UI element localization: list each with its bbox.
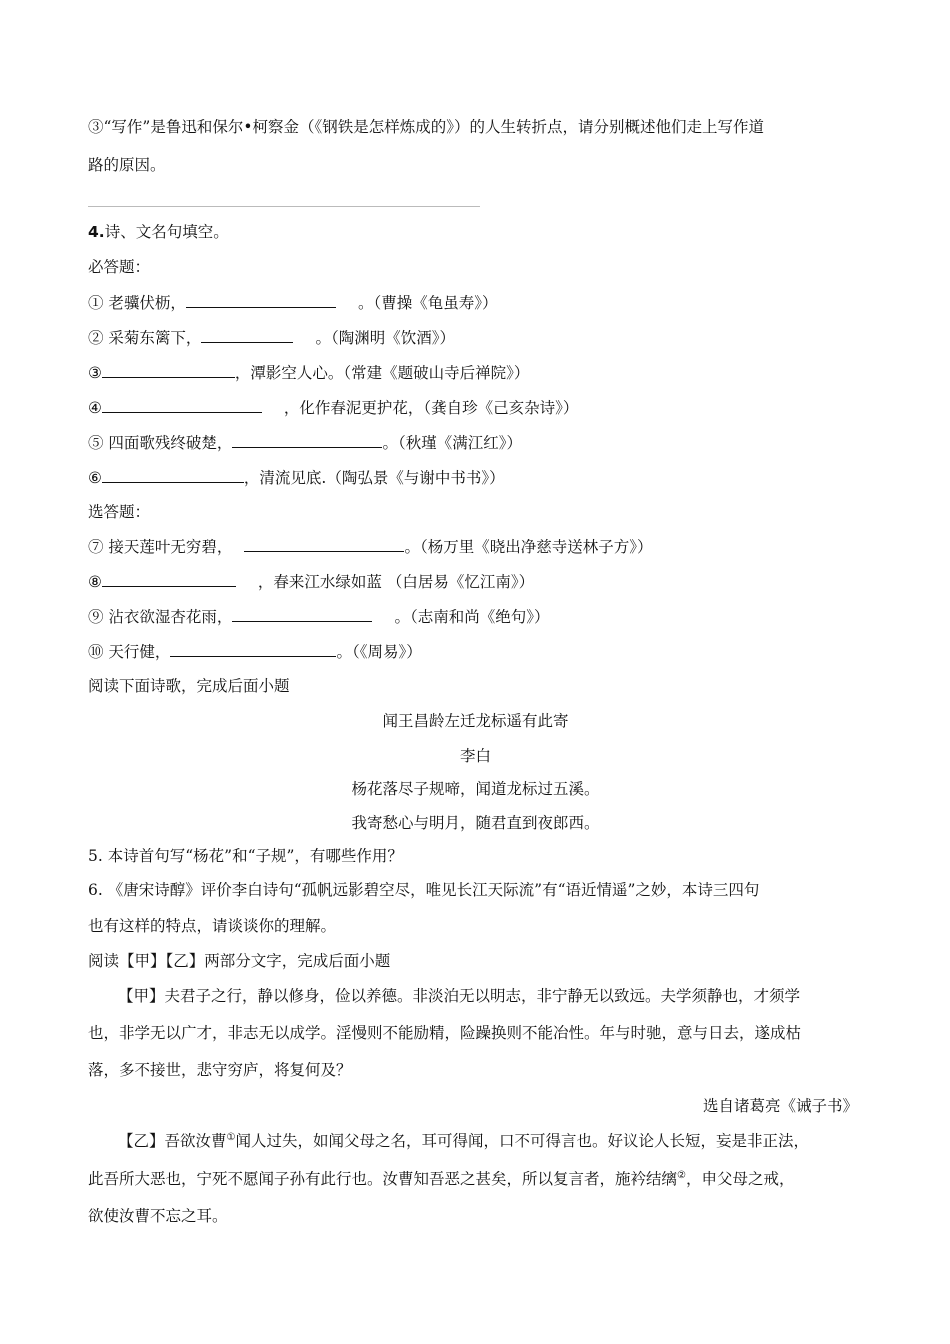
- yi-line: [118, 1131, 809, 1151]
- fill-item-post: 。（志南和尚《绝句》）: [394, 608, 550, 626]
- fill-item-pre: ⑥: [88, 469, 102, 487]
- answer-blank[interactable]: [244, 536, 404, 552]
- fill-item: [88, 467, 505, 488]
- fill-item-post: 。（秋瑾《满江红》）: [382, 434, 522, 452]
- answer-blank[interactable]: [102, 571, 236, 587]
- fill-item-pre: ⑦ 接天莲叶无穷碧，: [88, 538, 233, 556]
- fill-item: [88, 432, 522, 453]
- yi-text: 此吾所大恶也，宁死不愿闻子孙有此行也。汝曹知吾恶之甚矣，所以复言者，施衿结缡: [88, 1170, 678, 1188]
- answer-blank[interactable]: [102, 397, 262, 413]
- optional-label: 选答题：: [88, 503, 151, 521]
- fill-item: [88, 292, 497, 313]
- footnote-marker: ②: [677, 1169, 686, 1181]
- footnote-marker: ①: [226, 1131, 236, 1143]
- fill-item: [88, 327, 455, 348]
- answer-blank[interactable]: [232, 606, 372, 622]
- required-label: 必答题：: [88, 258, 151, 276]
- answer-blank[interactable]: [232, 432, 382, 448]
- jia-line: 【甲】夫君子之行，静以修身，俭以养德。非淡泊无以明志，非宁静无以致远。夫学须静也，才须学: [118, 987, 801, 1005]
- answer-line: [88, 206, 480, 207]
- fill-item-pre: ⑧: [88, 573, 102, 591]
- poem-intro: 阅读下面诗歌，完成后面小题: [88, 677, 290, 695]
- q3-item3-line2: 路的原因。: [88, 156, 166, 174]
- yi-text: 【乙】吾欲汝曹: [118, 1132, 227, 1150]
- poem-author: 李白: [459, 747, 491, 765]
- fill-item: [88, 362, 529, 383]
- answer-blank[interactable]: [102, 467, 244, 483]
- fill-item-post: 。（陶渊明《饮酒》）: [315, 329, 455, 347]
- fill-item-post: 。（杨万里《晓出净慈寺送林子方》）: [404, 538, 653, 556]
- answer-blank[interactable]: [170, 641, 336, 657]
- yi-text: ，申父母之戒，: [685, 1170, 795, 1188]
- q4-number: 4.: [88, 223, 105, 241]
- fill-item-pre: ① 老骥伏枥，: [88, 294, 186, 312]
- fill-item-post: ，潭影空人心。（常建《题破山寺后禅院》）: [234, 364, 530, 382]
- question-6-line2: 也有这样的特点，请谈谈你的理解。: [88, 917, 337, 935]
- fill-item-post: 。（《周易》）: [336, 643, 422, 661]
- yi-line: 欲使汝曹不忘之耳。: [88, 1207, 228, 1225]
- fill-item-pre: ⑩ 天行健，: [88, 643, 171, 661]
- q4-title: 诗、文名句填空。: [104, 223, 229, 241]
- question-5: 5. 本诗首句写“杨花”和“子规”，有哪些作用？: [88, 847, 403, 865]
- poem-line: 我寄愁心与明月，随君直到夜郎西。: [351, 814, 600, 832]
- yi-line: [88, 1169, 795, 1189]
- answer-blank[interactable]: [102, 362, 235, 378]
- fill-item: [88, 641, 422, 662]
- answer-blank[interactable]: [201, 327, 293, 343]
- fill-item: [88, 571, 534, 592]
- fill-item-pre: ④: [88, 399, 102, 417]
- fill-item-pre: ② 采菊东篱下，: [88, 329, 202, 347]
- fill-item: [88, 397, 578, 418]
- jia-source: 选自诸葛亮《诫子书》: [702, 1097, 858, 1115]
- answer-blank[interactable]: [186, 292, 336, 308]
- jia-line: 落，多不接世，悲守穷庐，将复何及？: [88, 1061, 352, 1079]
- fill-item-post: ，清流见底.（陶弘景《与谢中书书》）: [243, 469, 505, 487]
- fill-item-post: ，化作春泥更护花，（龚自珍《己亥杂诗》）: [283, 399, 579, 417]
- fill-item-pre: ③: [88, 364, 102, 382]
- yi-text: 闻人过失，如闻父母之名，耳可得闻，口不可得言也。好议论人长短，妄是非正法，: [235, 1132, 809, 1150]
- reading-intro: 阅读【甲】【乙】两部分文字，完成后面小题: [88, 952, 391, 970]
- fill-item: [88, 536, 652, 557]
- fill-item-post: ，春来江水绿如蓝 （白居易《忆江南》）: [257, 573, 535, 591]
- jia-line: 也，非学无以广才，非志无以成学。淫慢则不能励精，险躁换则不能冶性。年与时驰，意与日去，遂成枯: [88, 1024, 802, 1042]
- q3-item3-line1: ③“写作”是鲁迅和保尔•柯察金（《钢铁是怎样炼成的》）的人生转折点，请分别概述他们走上写作道: [88, 118, 764, 136]
- question-6-line1: 6. 《唐宋诗醇》评价李白诗句“孤帆远影碧空尽，唯见长江天际流”有“语近情遥”之妙，本诗三四句: [88, 881, 760, 899]
- fill-item-pre: ⑤ 四面歌残终破楚，: [88, 434, 233, 452]
- fill-item-pre: ⑨ 沾衣欲湿杏花雨，: [88, 608, 233, 626]
- poem-title: 闻王昌龄左迁龙标遥有此寄: [382, 712, 569, 730]
- fill-item: [88, 606, 549, 627]
- fill-item-post: 。（曹操《龟虽寿》）: [357, 294, 498, 312]
- q4-heading: [88, 222, 229, 242]
- poem-line: 杨花落尽子规啼，闻道龙标过五溪。: [351, 780, 600, 798]
